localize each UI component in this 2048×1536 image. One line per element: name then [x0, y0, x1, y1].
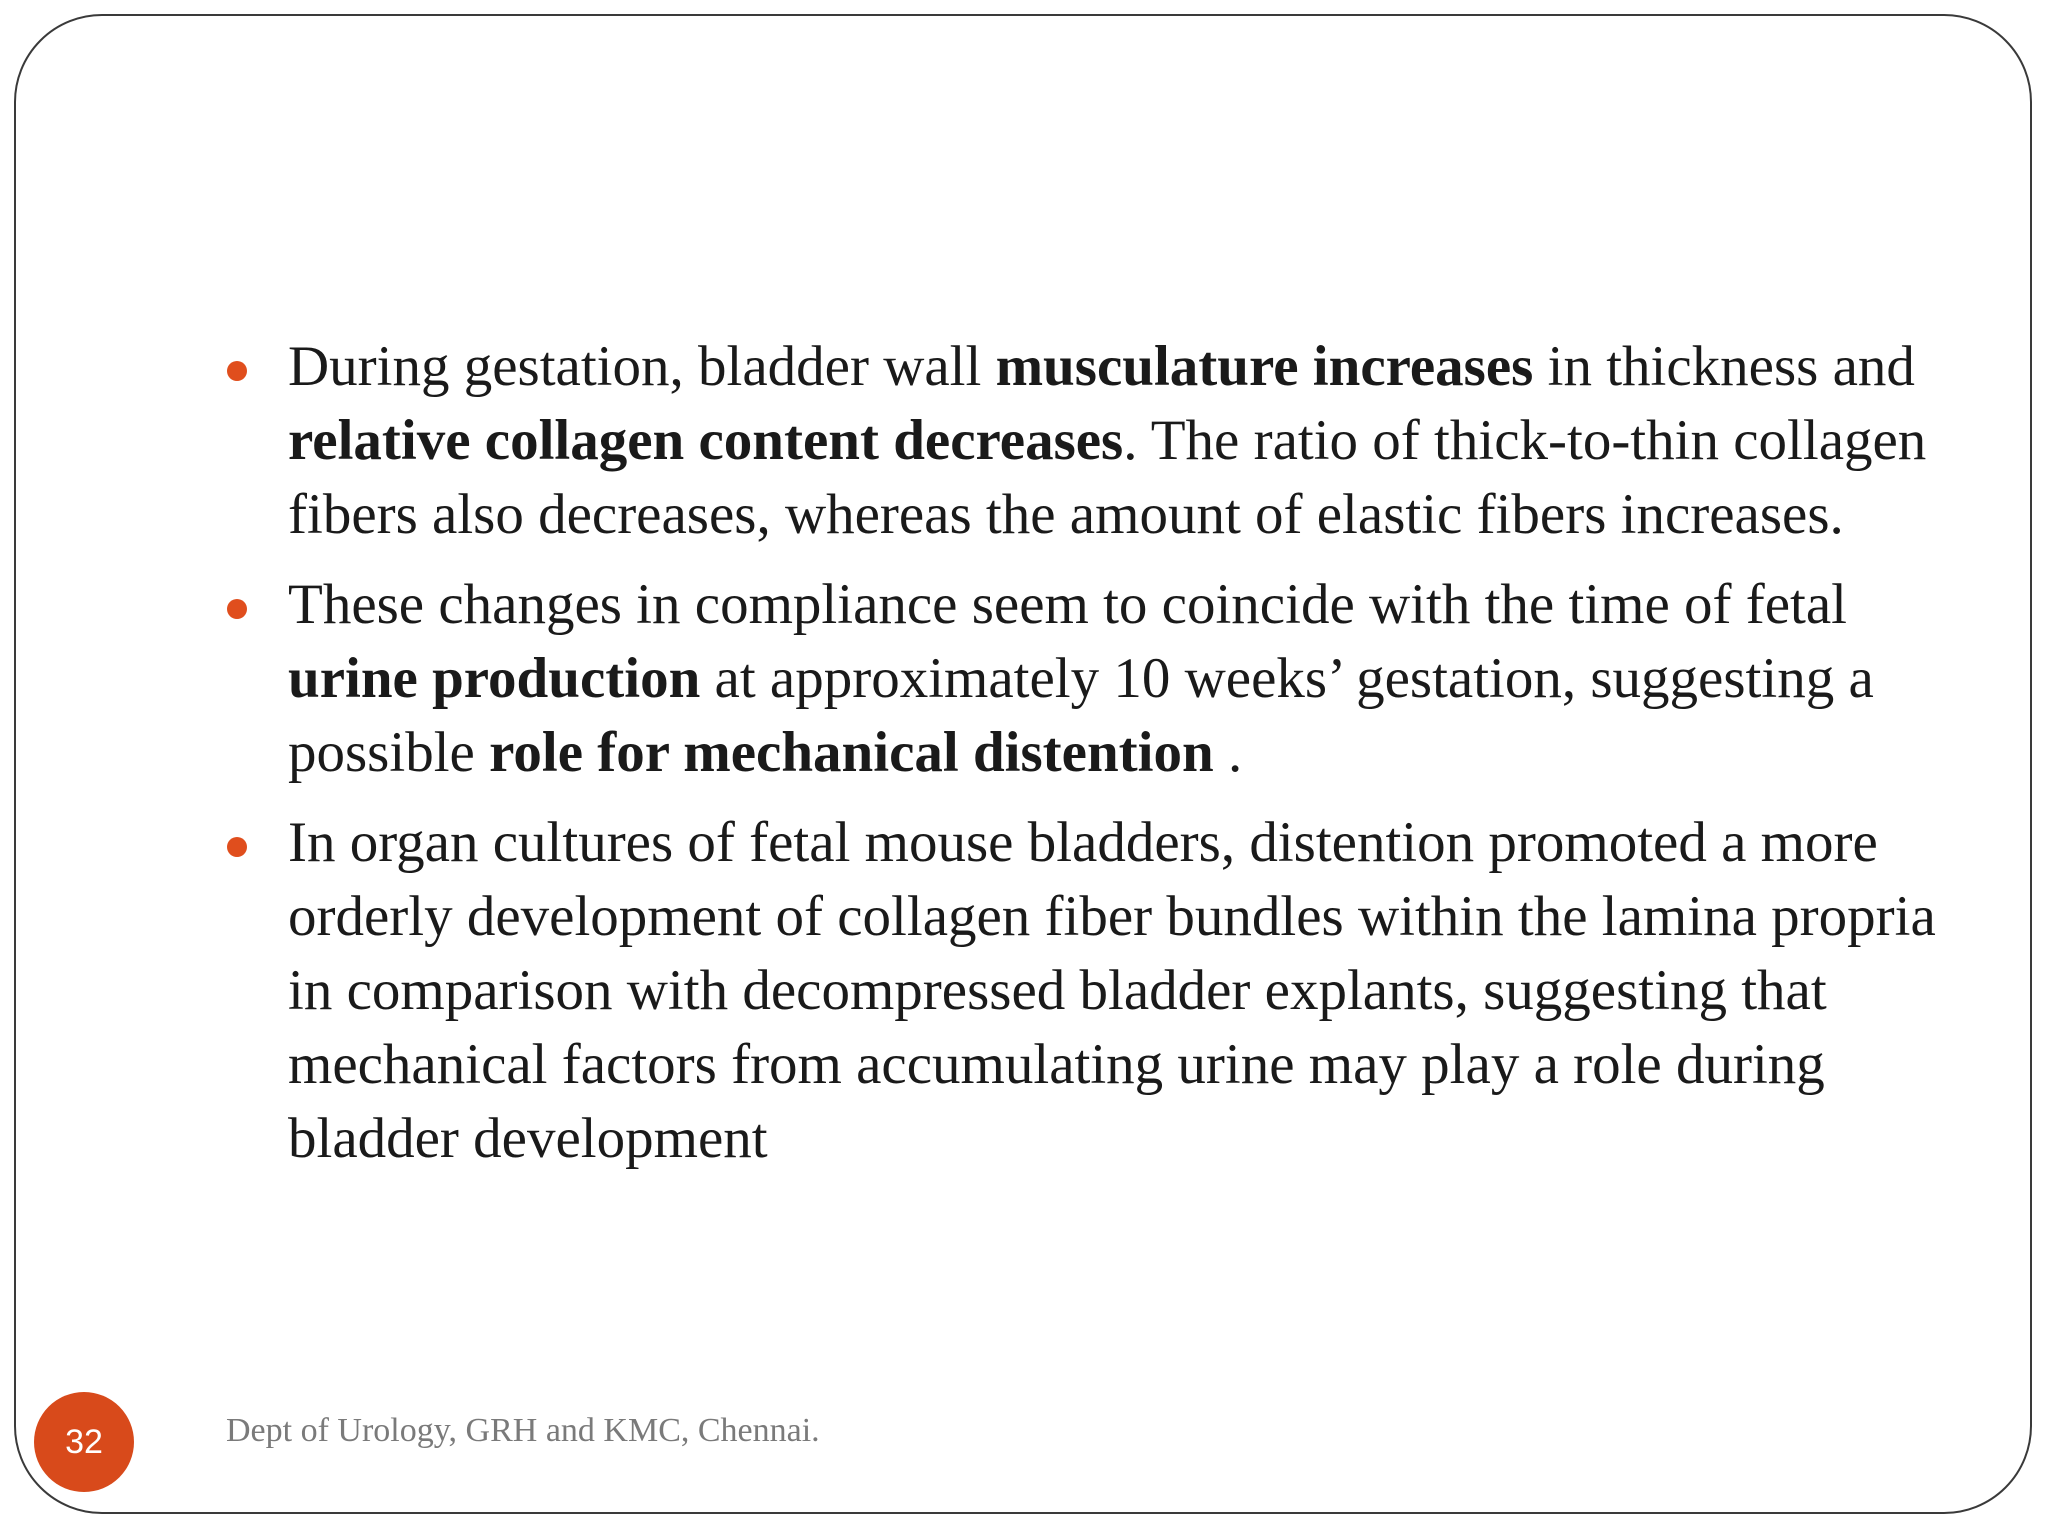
bold-segment: relative collagen content decreases [288, 409, 1124, 472]
bullet-item [220, 806, 1960, 1176]
text-segment: During gestation, bladder wall [288, 335, 996, 398]
bullet-dot-icon [227, 599, 247, 619]
bold-segment: musculature increases [995, 335, 1534, 398]
text-segment: In organ cultures of fetal mouse bladders, distention promoted a more orderly development of collagen fiber bundles within the lamina propria in comparison with decompressed bladder explants, suggesting that mechanical factors from accumulating urine may play a role during bladder development [288, 811, 1936, 1170]
bold-segment: urine production [288, 647, 701, 710]
bullet-text [288, 568, 1960, 790]
text-segment: at approximately 10 weeks’ gestation, suggesting a possible [288, 647, 1874, 784]
footer-text: Dept of Urology, GRH and KMC, Chennai. [226, 1412, 820, 1449]
bullet-text [288, 330, 1960, 552]
bullet-text [288, 806, 1960, 1176]
text-segment: . [1213, 721, 1243, 784]
bullet-dot-icon [227, 837, 247, 857]
page-number-badge [34, 1392, 134, 1492]
bullet-list [220, 330, 1960, 1192]
text-segment: . The ratio of thick-to-thin collagen fibers also decreases, whereas the amount of elastic fibers increases. [288, 409, 1927, 546]
text-segment: in thickness and [1533, 335, 1915, 398]
bold-segment: role for mechanical distention [489, 721, 1214, 784]
page-number: 32 [65, 1422, 103, 1461]
text-segment: These changes in compliance seem to coincide with the time of fetal [288, 573, 1848, 636]
bullet-item [220, 330, 1960, 552]
bullet-item [220, 568, 1960, 790]
bullet-dot-icon [227, 361, 247, 381]
